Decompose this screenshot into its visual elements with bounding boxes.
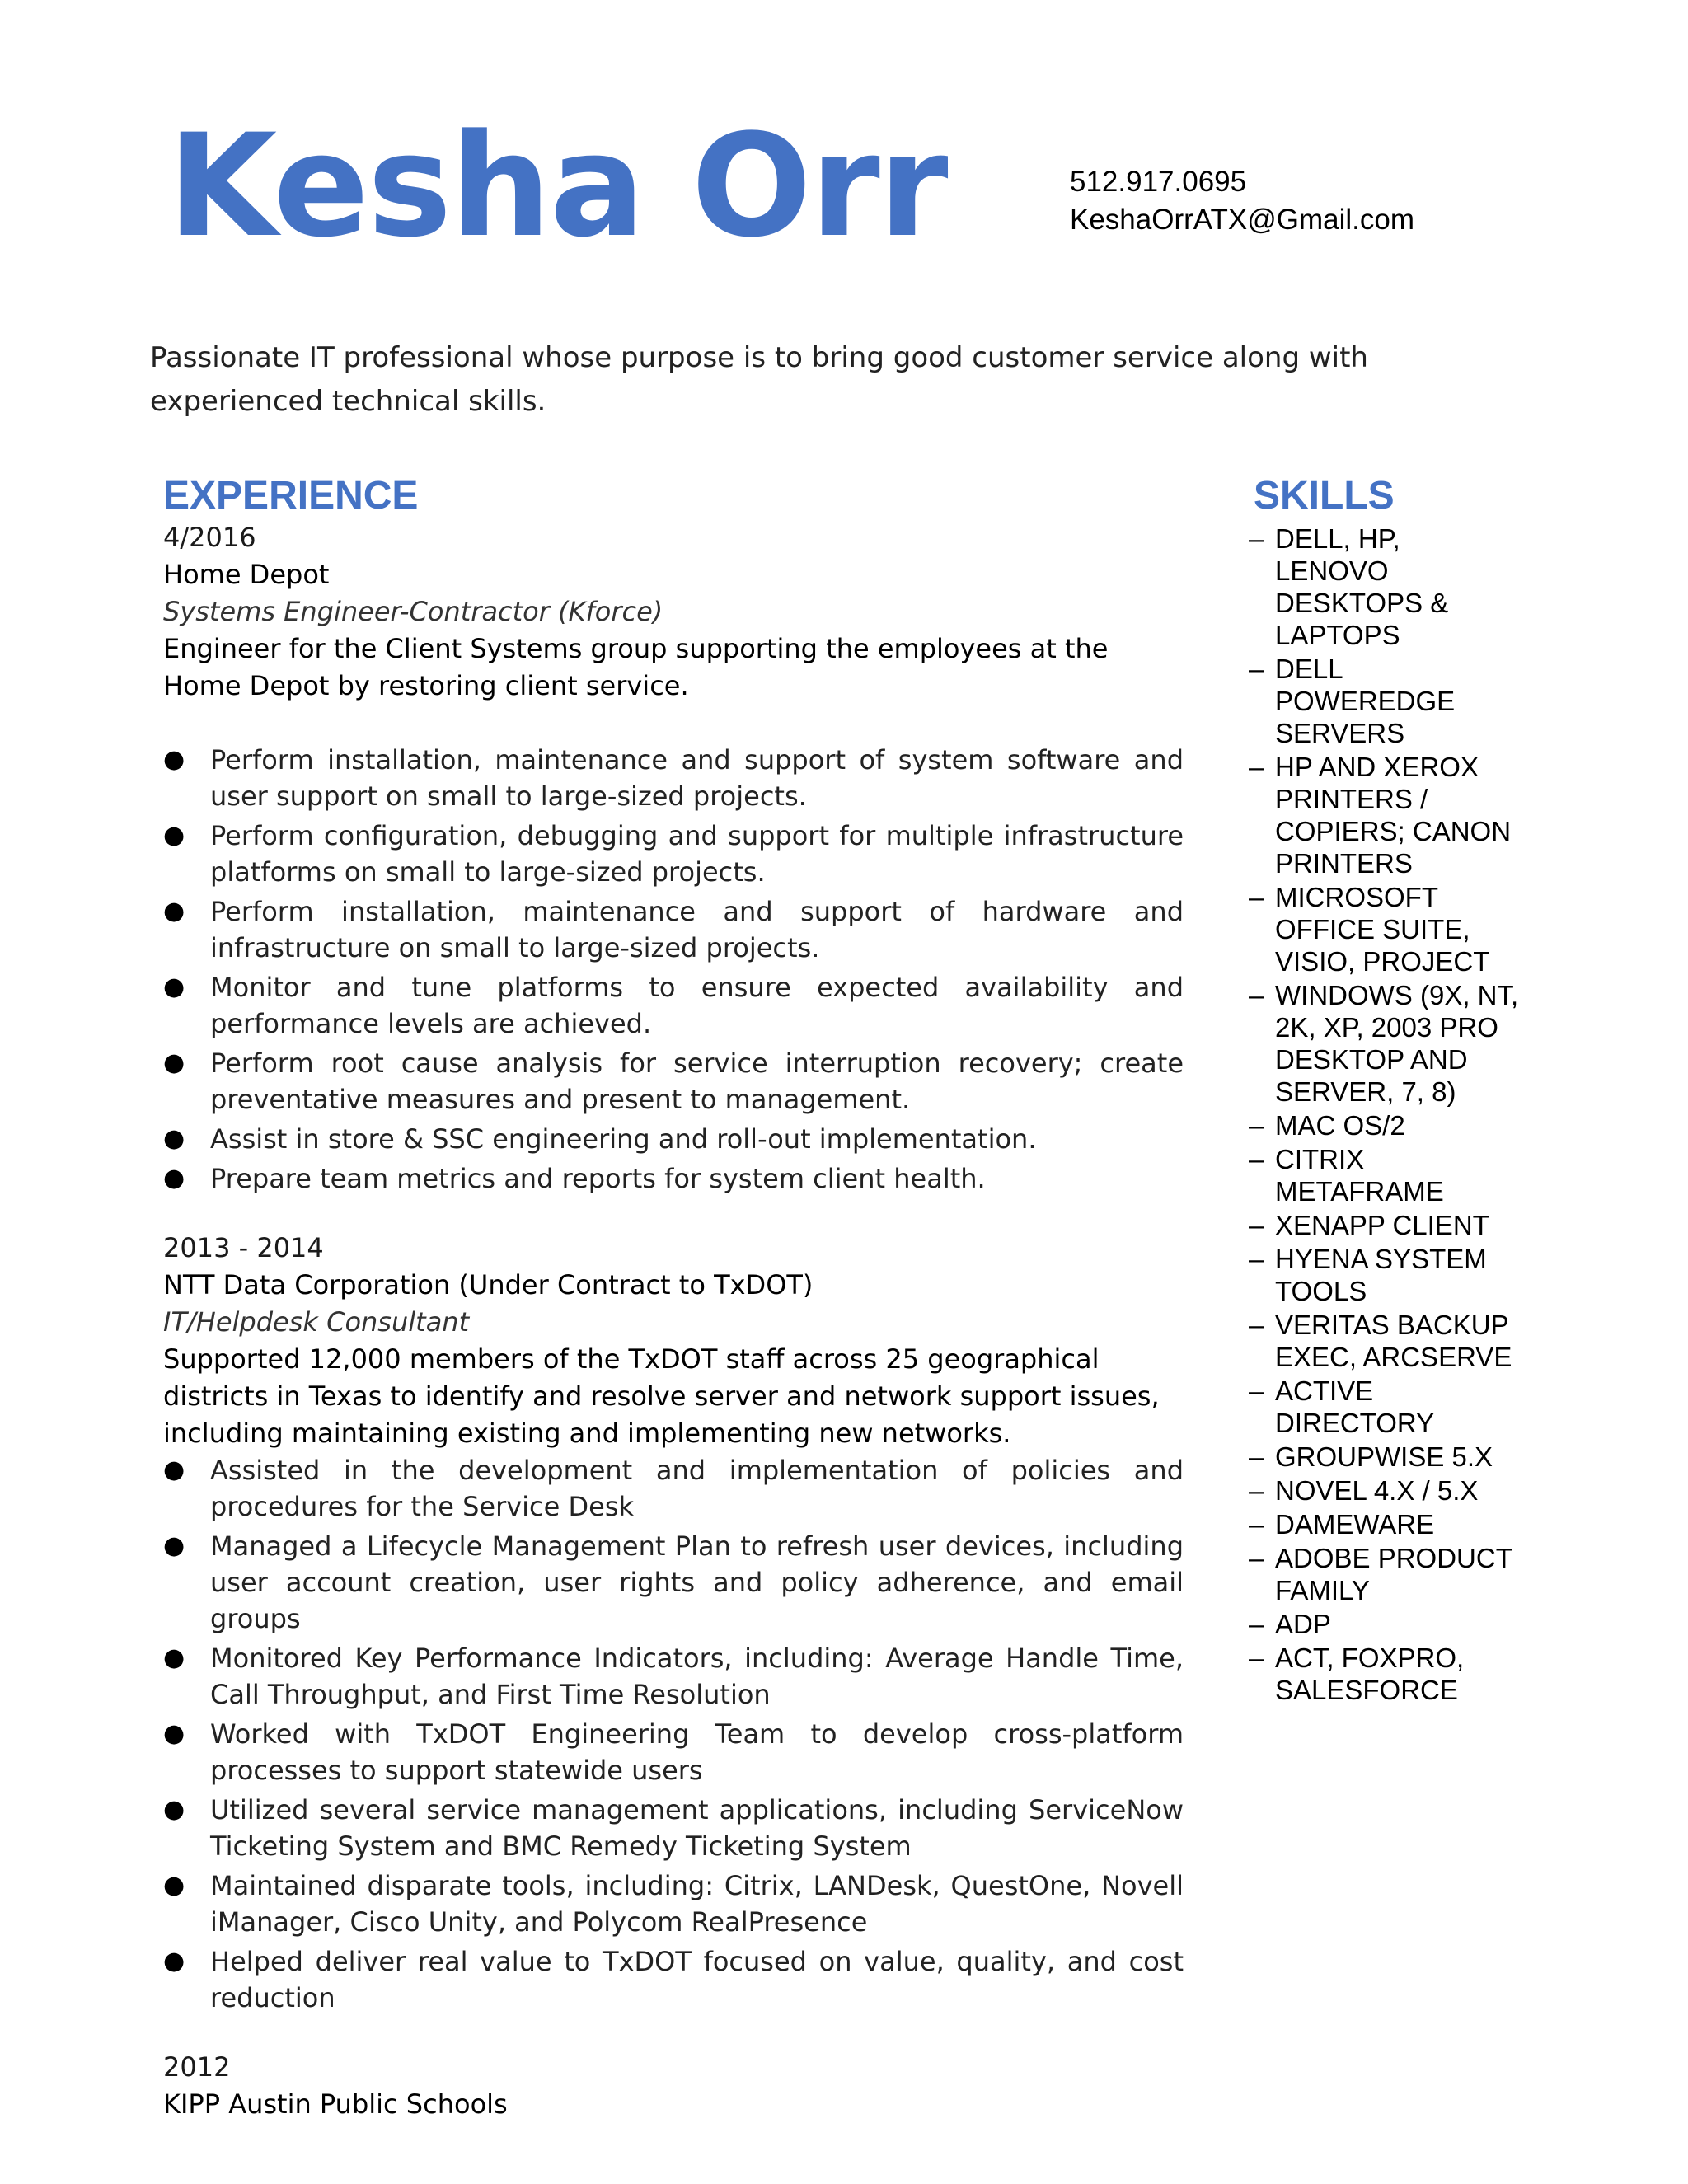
dash-icon: – [1249, 980, 1264, 1010]
list-item [163, 1943, 1184, 2016]
bullet-icon: ● [163, 1871, 185, 1900]
dash-icon: – [1249, 1376, 1264, 1406]
job-description: Engineer for the Client Systems group supporting the employees at the Home Depot by restoring client service. [163, 633, 1109, 701]
bullet-text: Utilized several service management applications, including ServiceNow Ticketing System and BMC Remedy Ticketing System [210, 1794, 1184, 1862]
skill-item [1249, 1608, 1521, 1640]
skill-item [1249, 1243, 1521, 1307]
skill-text: GROUPWISE 5.X [1275, 1441, 1493, 1472]
skill-text: WINDOWS (9X, NT, 2K, XP, 2003 PRO DESKTOP AND SERVER, 7, 8) [1275, 980, 1519, 1107]
list-item [163, 1528, 1184, 1637]
bullet-icon: ● [163, 972, 185, 1001]
bullet-text: Perform installation, maintenance and support of system software and user support on small to large-sized projects. [210, 744, 1184, 812]
list-item [163, 969, 1184, 1042]
email-address: KeshaOrrATX@Gmail.com [1070, 204, 1415, 236]
skill-text: ADP [1275, 1609, 1331, 1639]
dash-icon: – [1249, 752, 1264, 782]
dash-icon: – [1249, 1110, 1264, 1141]
list-item [163, 1452, 1184, 1525]
dash-icon: – [1249, 1441, 1264, 1472]
dash-icon: – [1249, 1509, 1264, 1540]
job-bullet-list [163, 742, 1184, 1197]
candidate-name: Kesha Orr [167, 103, 947, 269]
list-item [163, 1716, 1184, 1788]
skill-item [1249, 1109, 1521, 1141]
dash-icon: – [1249, 882, 1264, 912]
skills-list [1249, 523, 1521, 1708]
skill-item [1249, 1309, 1521, 1373]
skill-text: MICROSOFT OFFICE SUITE, VISIO, PROJECT [1275, 882, 1490, 977]
skill-text: ACTIVE DIRECTORY [1275, 1376, 1435, 1438]
bullet-icon: ● [163, 1795, 185, 1824]
dash-icon: – [1249, 1144, 1264, 1174]
skill-text: HYENA SYSTEM TOOLS [1275, 1244, 1487, 1306]
skill-item [1249, 1441, 1521, 1473]
job-title: IT/Helpdesk Consultant [163, 1306, 470, 1338]
list-item [163, 742, 1184, 814]
job-description: Supported 12,000 members of the TxDOT staff across 25 geographical districts in Texas to identify and resolve server and network support issues, including maintaining existing and implementing new networks. [163, 1343, 1160, 1449]
job-bullet-list [163, 1452, 1184, 2016]
dash-icon: – [1249, 1475, 1264, 1506]
skill-text: VERITAS BACKUP EXEC, ARCSERVE [1275, 1310, 1512, 1372]
bullet-icon: ● [163, 1947, 185, 1975]
skill-item [1249, 1474, 1521, 1507]
list-item [163, 1792, 1184, 1864]
experience-heading: EXPERIENCE [163, 474, 419, 518]
bullet-text: Monitored Key Performance Indicators, including: Average Handle Time, Call Throughput, and First Time Resolution [210, 1643, 1184, 1710]
list-item [163, 1640, 1184, 1713]
skill-item [1249, 1542, 1521, 1606]
skill-text: MAC OS/2 [1275, 1110, 1405, 1141]
bullet-icon: ● [163, 1048, 185, 1077]
job-company: Home Depot [163, 559, 330, 590]
bullet-icon: ● [163, 1124, 185, 1153]
bullet-icon: ● [163, 897, 185, 926]
job-title: Systems Engineer-Contractor (Kforce) [163, 596, 663, 627]
bullet-icon: ● [163, 1531, 185, 1560]
bullet-text: Worked with TxDOT Engineering Team to develop cross-platform processes to support statewide users [210, 1718, 1184, 1786]
contact-block [1070, 163, 1414, 239]
skill-text: ACT, FOXPRO, SALESFORCE [1275, 1643, 1465, 1705]
bullet-icon: ● [163, 821, 185, 850]
job-entry [163, 519, 1184, 1197]
skill-text: CITRIX METAFRAME [1275, 1144, 1444, 1207]
bullet-text: Maintained disparate tools, including: Citrix, LANDesk, QuestOne, Novell iManager, Cisco Unity, and Polycom RealPresence [210, 1870, 1184, 1938]
bullet-text: Assist in store & SSC engineering and roll-out implementation. [210, 1123, 1037, 1155]
skill-item [1249, 523, 1521, 651]
bullet-icon: ● [163, 1164, 185, 1193]
skill-item [1249, 881, 1521, 977]
list-item [163, 1045, 1184, 1118]
dash-icon: – [1249, 1609, 1264, 1639]
bullet-text: Assisted in the development and implementation of policies and procedures for the Service Desk [210, 1455, 1184, 1522]
bullet-icon: ● [163, 1643, 185, 1672]
skill-item [1249, 1642, 1521, 1706]
skill-item [1249, 979, 1521, 1108]
skill-text: DELL POWEREDGE SERVERS [1275, 654, 1456, 748]
job-date: 2013 - 2014 [163, 1232, 324, 1263]
bullet-text: Monitor and tune platforms to ensure expected availability and performance levels are achieved. [210, 972, 1184, 1039]
dash-icon: – [1249, 1643, 1264, 1673]
job-entry [163, 2049, 1184, 2123]
bullet-text: Managed a Lifecycle Management Plan to refresh user devices, including user account creation, user rights and policy adherence, and email groups [210, 1530, 1184, 1634]
list-item [163, 1160, 1184, 1197]
dash-icon: – [1249, 1543, 1264, 1573]
bullet-icon: ● [163, 1719, 185, 1748]
bullet-text: Perform configuration, debugging and support for multiple infrastructure platforms on small to large-sized projects. [210, 820, 1184, 888]
skills-heading: SKILLS [1254, 474, 1395, 518]
bullet-icon: ● [163, 745, 185, 774]
bullet-icon: ● [163, 1455, 185, 1484]
skill-item [1249, 1508, 1521, 1540]
skill-item [1249, 1375, 1521, 1439]
list-item [163, 1868, 1184, 1940]
bullet-text: Perform installation, maintenance and support of hardware and infrastructure on small to large-sized projects. [210, 896, 1184, 963]
job-company: KIPP Austin Public Schools [163, 2088, 508, 2120]
skill-item [1249, 1209, 1521, 1241]
dash-icon: – [1249, 1310, 1264, 1340]
skill-text: XENAPP CLIENT [1275, 1210, 1489, 1240]
bullet-text: Perform root cause analysis for service interruption recovery; create preventative measures and present to management. [210, 1047, 1184, 1115]
skill-item [1249, 653, 1521, 749]
job-date: 2012 [163, 2051, 231, 2083]
bullet-text: Prepare team metrics and reports for system client health. [210, 1163, 986, 1194]
skill-text: NOVEL 4.X / 5.X [1275, 1475, 1479, 1506]
experience-section [163, 519, 1184, 2123]
phone-number: 512.917.0695 [1070, 166, 1247, 198]
dash-icon: – [1249, 654, 1264, 684]
list-item [163, 893, 1184, 966]
dash-icon: – [1249, 1244, 1264, 1274]
professional-summary: Passionate IT professional whose purpose is to bring good customer service along with experienced technical skills. [150, 341, 1368, 418]
list-item [163, 1121, 1184, 1157]
job-company: NTT Data Corporation (Under Contract to TxDOT) [163, 1269, 814, 1301]
skill-text: DELL, HP, LENOVO DESKTOPS & LAPTOPS [1275, 523, 1449, 650]
skill-text: HP AND XEROX PRINTERS / COPIERS; CANON PRINTERS [1275, 752, 1512, 879]
skill-text: ADOBE PRODUCT FAMILY [1275, 1543, 1512, 1605]
skill-item [1249, 1143, 1521, 1207]
skill-text: DAMEWARE [1275, 1509, 1435, 1540]
bullet-text: Helped deliver real value to TxDOT focused on value, quality, and cost reduction [210, 1946, 1184, 2013]
list-item [163, 818, 1184, 890]
dash-icon: – [1249, 523, 1264, 554]
skill-item [1249, 751, 1521, 879]
job-date: 4/2016 [163, 522, 256, 553]
dash-icon: – [1249, 1210, 1264, 1240]
job-entry [163, 1230, 1184, 2016]
